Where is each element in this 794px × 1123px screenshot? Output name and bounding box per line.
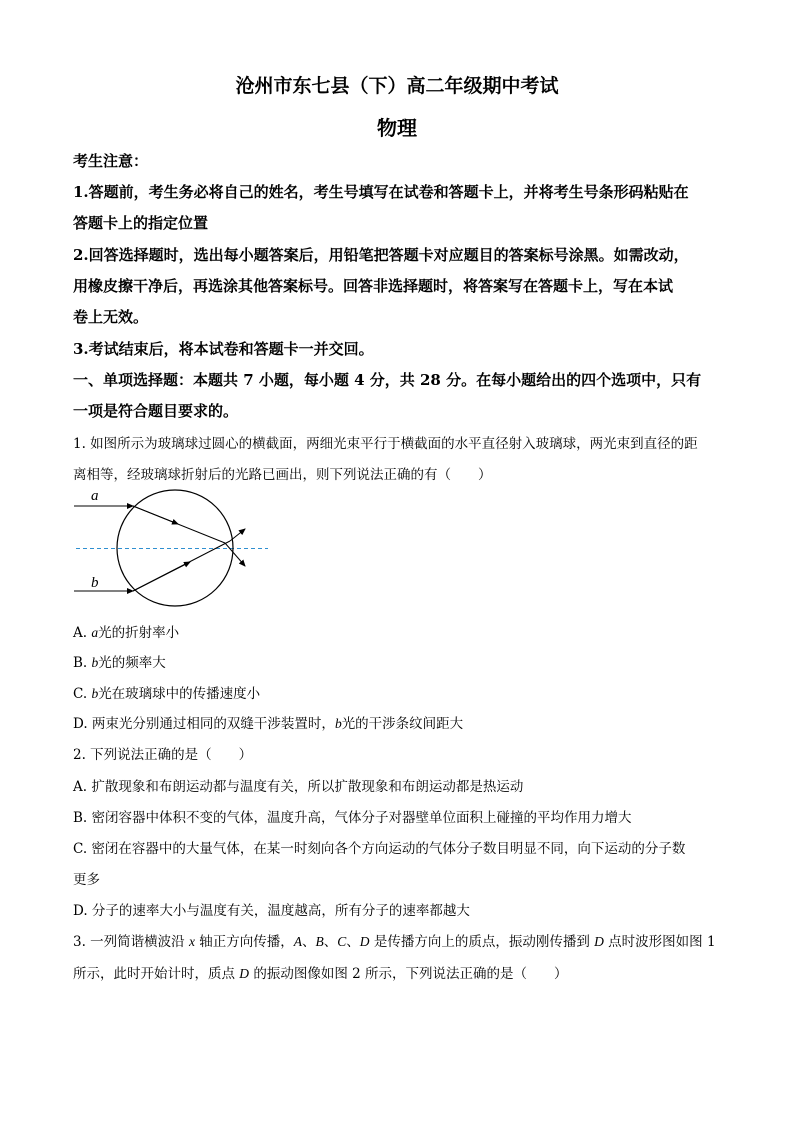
q3-var-C: C [337, 934, 347, 949]
beam-b-label: b [91, 575, 99, 591]
beam-a-exit [225, 543, 245, 566]
q1-option-c-prefix: C. [73, 686, 92, 702]
notice-heading: 考生注意： [73, 152, 149, 170]
beam-a-arrow-inside [133, 506, 178, 524]
q1-option-b-text: 光的频率大 [98, 655, 166, 671]
beam-b-arrow-inside [133, 562, 190, 591]
q1-glass-sphere-figure [70, 484, 275, 609]
beam-b-exit [230, 529, 245, 541]
q3-l2-a: 所示，此时开始计时，质点 [73, 966, 240, 982]
q3-l1-a: 3. 一列简谐横波沿 [73, 934, 189, 950]
q1-option-a-text: 光的折射率小 [98, 625, 180, 641]
q3-l2-b: 的振动图像如图 2 所示，下列说法正确的是（ ） [249, 966, 568, 982]
q1-option-d [73, 712, 463, 732]
q1-stem-line-1: 1. 如图所示为玻璃球过圆心的横截面，两细光束平行于横截面的水平直径射入玻璃球，两光束到直径的距 [73, 436, 698, 452]
q1-option-b-var: b [91, 655, 99, 670]
q3-var-B: B [315, 934, 324, 949]
q2-stem: 2. 下列说法正确的是（ ） [73, 747, 253, 763]
q3-sep-1: 、 [302, 934, 316, 950]
q3-var-D: D [359, 934, 370, 949]
section-1-heading-line-1: 一、单项选择题：本题共 7 小题，每小题 4 分，共 28 分。在每小题给出的四个选项中，只有 [73, 371, 702, 389]
notice-item-2-line-3: 卷上无效。 [73, 308, 149, 326]
q1-option-c-var: b [91, 686, 99, 701]
q3-var-x: x [188, 934, 195, 949]
q3-l1-b: 轴正方向传播， [194, 934, 294, 950]
q3-var-A: A [293, 934, 303, 949]
q2-option-d: D. 分子的速率大小与温度有关，温度越高，所有分子的速率都越大 [73, 903, 470, 919]
notice-item-1-line-1: 1.答题前，考生务必将自己的姓名，考生号填写在试卷和答题卡上，并将考生号条形码粘贴在 [73, 183, 689, 201]
q1-option-d-text: 光的干涉条纹间距大 [341, 716, 464, 732]
q3-l1-d: 点时波形图如图 1 [603, 934, 716, 950]
q1-option-b [73, 651, 166, 671]
q1-option-a-var: a [91, 625, 99, 640]
notice-item-2-line-2: 用橡皮擦干净后，再选涂其他答案标号。回答非选择题时，将答案写在答题卡上，写在本试 [73, 277, 674, 295]
q3-sep-3: 、 [346, 934, 360, 950]
q2-option-a: A. 扩散现象和布朗运动都与温度有关，所以扩散现象和布朗运动都是热运动 [73, 779, 524, 795]
q1-option-c [73, 682, 260, 702]
notice-item-2-line-1: 2.回答选择题时，选出每小题答案后，用铅笔把答题卡对应题目的答案标号涂黑。如需改动， [73, 246, 689, 264]
subject-title: 物理 [377, 116, 417, 140]
section-1-heading-line-2: 一项是符合题目要求的。 [73, 402, 239, 420]
q3-stem-line-1 [73, 930, 716, 950]
q1-option-a [73, 621, 179, 641]
q1-stem-line-2: 离相等，经玻璃球折射后的光路已画出，则下列说法正确的有（ ） [73, 467, 492, 483]
q2-option-b: B. 密闭容器中体积不变的气体，温度升高，气体分子对器壁单位面积上碰撞的平均作用力增大 [73, 810, 632, 826]
notice-item-3: 3.考试结束后，将本试卷和答题卡一并交回。 [73, 340, 374, 358]
q3-stem-line-2 [73, 962, 568, 982]
q1-option-a-prefix: A. [73, 625, 92, 641]
q3-sep-2: 、 [323, 934, 338, 950]
q3-l1-c: 是传播方向上的质点，振动刚传播到 [369, 934, 595, 950]
q1-option-d-var: b [334, 716, 342, 731]
q3-var-D2: D [594, 934, 604, 949]
beam-a-label: a [91, 488, 99, 504]
q1-option-b-prefix: B. [73, 655, 92, 671]
exam-title: 沧州市东七县（下）高二年级期中考试 [235, 75, 559, 97]
q1-option-d-prefix: D. 两束光分别通过相同的双缝干涉装置时， [73, 716, 335, 732]
q3-var-D3: D [239, 966, 250, 981]
q2-option-c-line-1: C. 密闭在容器中的大量气体，在某一时刻向各个方向运动的气体分子数目明显不同，向下运动的分子数 [73, 841, 686, 857]
notice-item-1-line-2: 答题卡上的指定位置 [73, 214, 209, 232]
q2-option-c-line-2: 更多 [73, 872, 100, 888]
q1-option-c-text: 光在玻璃球中的传播速度小 [98, 686, 261, 702]
